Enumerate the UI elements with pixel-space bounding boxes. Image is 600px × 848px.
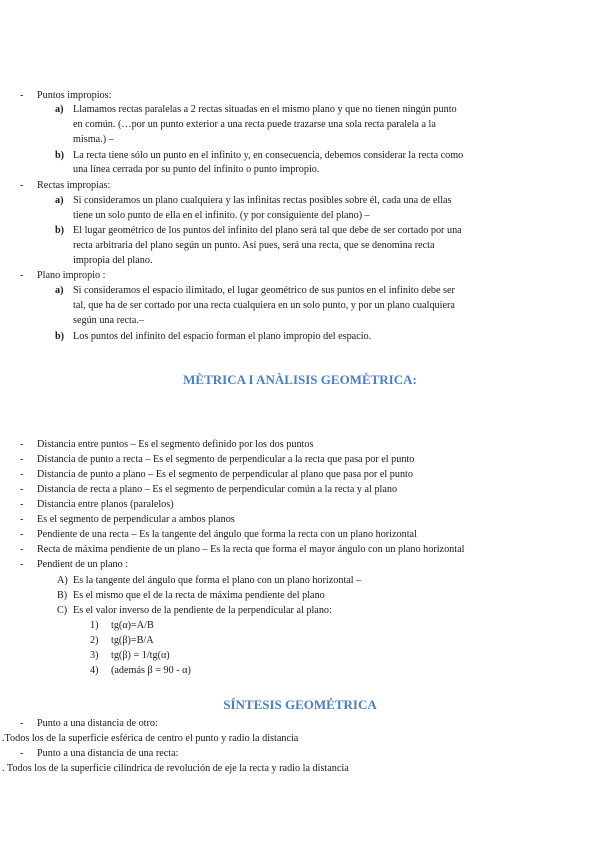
- list-item: Distancia entre puntos – Es el segmento definido por los dos puntos: [37, 439, 314, 450]
- text-line: Si consideramos un plano cualquiera y las infinitas rectas posibles sobre él, cada una de ellas: [73, 195, 452, 206]
- text-line: Es el mismo que el de la recta de máxima pendiente del plano: [73, 590, 325, 601]
- bullet-dash: -: [20, 514, 24, 525]
- text-line: una línea cerrada por su punto del infinito o punto impropio.: [73, 164, 320, 175]
- list-item: Distancia de punto a plano – Es el segmento de perpendicular al plano que pasa por el punto: [37, 469, 413, 480]
- enum-marker: A): [57, 575, 68, 586]
- text-line: Los puntos del infinito del espacio forman el plano impropio del espacio.: [73, 331, 372, 342]
- bullet-dash: -: [20, 90, 24, 101]
- bullet-dash: -: [20, 484, 24, 495]
- text-line: tiene un solo punto de ella en el infinito. (y por consiguiente del plano) –: [73, 210, 370, 221]
- list-item: Recta de máxima pendiente de un plano – Es la recta que forma el mayor ángulo con un plano horizontal: [37, 544, 465, 555]
- enum-marker: a): [55, 104, 64, 115]
- enum-marker: a): [55, 285, 64, 296]
- list-item: Distancia de recta a plano – Es el segmento de perpendicular común a la recta y al plano: [37, 484, 398, 495]
- text-line: La recta tiene sólo un punto en el infinito y, en consecuencia, debemos considerar la recta como: [73, 150, 464, 161]
- text-line: Llamamos rectas paralelas a 2 rectas situadas en el mismo plano y que no tienen ningún punto: [73, 104, 457, 115]
- text-line: Si consideramos el espacio ilimitado, el lugar geométrico de sus puntos en el infinito debe ser: [73, 285, 455, 296]
- text-line: recta arbitraria del plano según un punto. Así pues, será una recta, que se denomina recta: [73, 240, 435, 251]
- enum-marker: b): [55, 225, 65, 236]
- text-line: en común. (…por un punto exterior a una recta puede trazarse una sola recta paralela a la: [73, 119, 436, 130]
- text-line: Es el valor inverso de la pendiente de la perpendicular al plano:: [73, 605, 332, 616]
- item-puntos-impropios: Puntos impropios:: [37, 90, 112, 101]
- item-rectas-impropias: Rectas impropias:: [37, 180, 111, 191]
- text-line: según una recta.–: [73, 315, 144, 326]
- formula: tg(β)=B/A: [111, 635, 154, 646]
- bullet-dash: -: [20, 469, 24, 480]
- text-line: .Todos los de la superficie esférica de centro el punto y radio la distancia: [2, 733, 299, 744]
- enum-marker: C): [57, 605, 68, 616]
- list-item: Es el segmento de perpendicular a ambos planos: [37, 514, 235, 525]
- text-line: . Todos los de la superficie cilíndrica de revolución de eje la recta y radio la distancia: [2, 763, 349, 774]
- heading-metrica: MÈTRICA I ANÀLISIS GEOMÈTRICA:: [183, 372, 417, 387]
- list-item: Punto a una distancia de otro:: [37, 718, 158, 729]
- list-item: Punto a una distancia de una recta:: [37, 748, 179, 759]
- enum-marker: 1): [90, 620, 99, 631]
- text-line: El lugar geométrico de los puntos del infinito del plano será tal que debe de ser cortado por una: [73, 225, 462, 236]
- bullet-dash: -: [20, 544, 24, 555]
- enum-marker: B): [57, 590, 68, 601]
- list-item: Pendiente de una recta – Es la tangente del ángulo que forma la recta con un plano horizontal: [37, 529, 417, 540]
- text-line: Es la tangente del ángulo que forma el plano con un plano horizontal –: [73, 575, 362, 586]
- list-item: Distancia entre planos (paralelos): [37, 499, 174, 510]
- enum-marker: 4): [90, 665, 99, 676]
- bullet-dash: -: [20, 718, 24, 729]
- bullet-dash: -: [20, 454, 24, 465]
- list-item: Pendient de un plano :: [37, 559, 129, 570]
- enum-marker: 2): [90, 635, 99, 646]
- formula: tg(α)=A/B: [111, 620, 154, 631]
- enum-marker: b): [55, 150, 65, 161]
- enum-marker: 3): [90, 650, 99, 661]
- bullet-dash: -: [20, 439, 24, 450]
- heading-sintesis: SÍNTESIS GEOMÉTRICA: [223, 697, 377, 712]
- formula: (además β = 90 - α): [111, 665, 191, 676]
- bullet-dash: -: [20, 270, 24, 281]
- text-line: tal, que ha de ser cortado por una recta cualquiera en un solo punto, y por un plano cualquiera: [73, 300, 455, 311]
- bullet-dash: -: [20, 529, 24, 540]
- text-line: misma.) –: [73, 134, 114, 145]
- item-plano-impropio: Plano impropio :: [37, 270, 106, 281]
- list-item: Distancia de punto a recta – Es el segmento de perpendicular a la recta que pasa por el punto: [37, 454, 415, 465]
- text-line: impropia del plano.: [73, 255, 153, 266]
- bullet-dash: -: [20, 559, 24, 570]
- bullet-dash: -: [20, 499, 24, 510]
- enum-marker: b): [55, 331, 65, 342]
- enum-marker: a): [55, 195, 64, 206]
- bullet-dash: -: [20, 748, 24, 759]
- formula: tg(β) = 1/tg(α): [111, 650, 170, 661]
- bullet-dash: -: [20, 180, 24, 191]
